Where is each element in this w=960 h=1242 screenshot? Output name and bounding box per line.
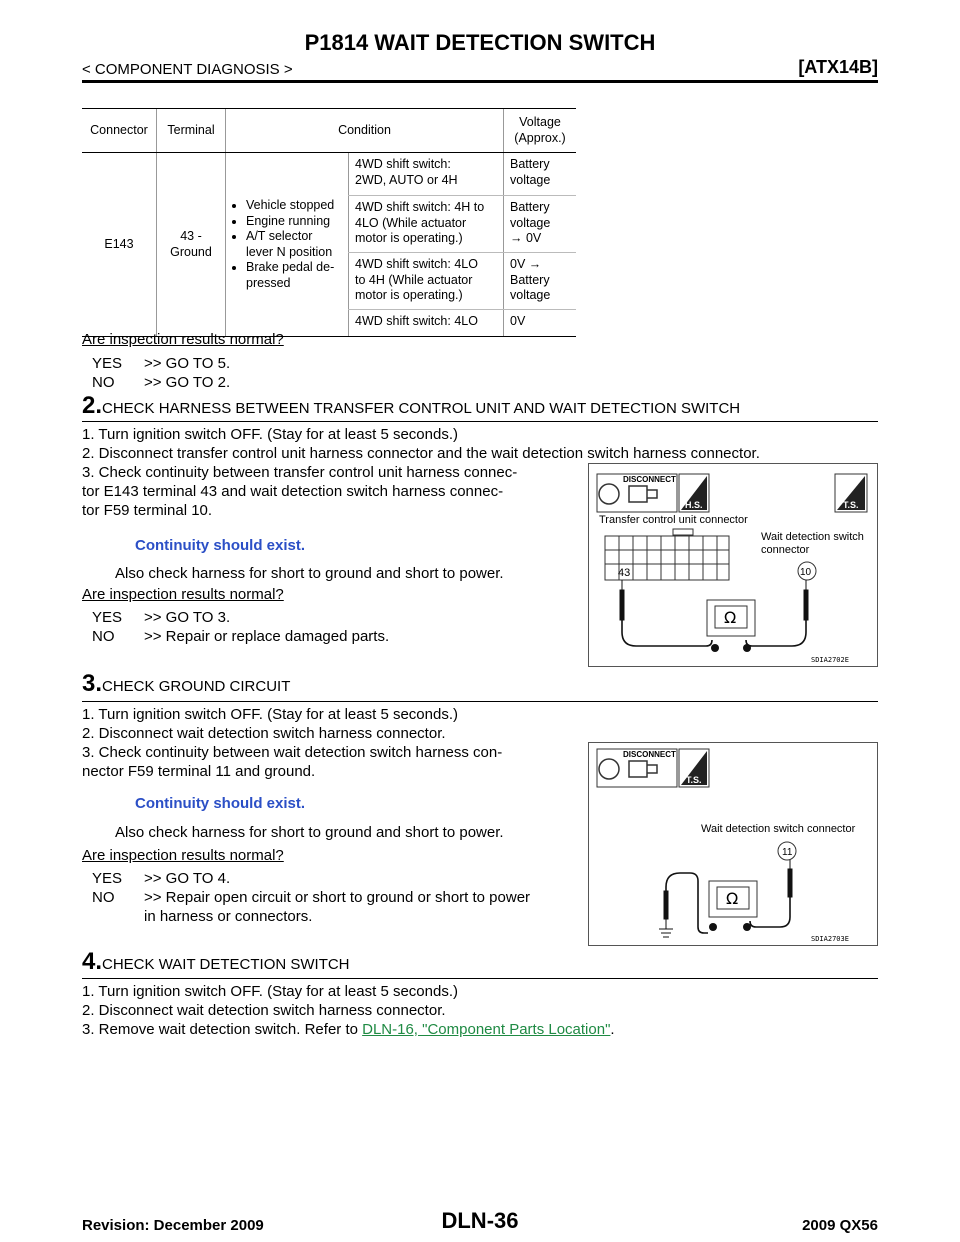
ts-text: T.S. (686, 775, 702, 785)
sub-condition: 4WD shift switch: 2WD, AUTO or 4H (349, 153, 504, 196)
sub-condition: 4WD shift switch: 4LO to 4H (While actuator motor is operating.) (349, 253, 504, 310)
model-tag: [ATX14B] (798, 57, 878, 77)
step4-list (82, 982, 878, 1039)
yes-text: >> GO TO 4. (144, 870, 231, 887)
yes-label: YES (92, 355, 123, 372)
condition-item: • Vehicle stopped (246, 198, 342, 214)
list-item: 1. Turn ignition switch OFF. (Stay for at least 5 seconds.) (82, 426, 458, 443)
voltage-value: Battery voltage → 0V (504, 196, 577, 253)
step-title: CHECK WAIT DETECTION SWITCH (102, 956, 350, 973)
list-item (82, 1020, 878, 1039)
list-item: 3. Check continuity between transfer control unit harness connec- tor E143 terminal 43 and wait detection switch harness connec- tor F59 terminal 10. (82, 464, 518, 519)
also-text: Also check harness for short to ground and short to power. (115, 824, 504, 841)
step4-heading (82, 948, 350, 976)
sub-condition: 4WD shift switch: 4H to 4LO (While actuator motor is operating.) (349, 196, 504, 253)
cell-terminal: 43 - Ground (157, 153, 226, 337)
spec-text: Continuity should exist. (135, 537, 306, 554)
ts-text: T.S. (843, 500, 859, 510)
list-item: 1. Turn ignition switch OFF. (Stay for at least 5 seconds.) (82, 983, 458, 1000)
step2-list (82, 425, 878, 463)
condition-item: • A/T selector lever N position (246, 229, 342, 260)
voltage-value: 0V → Battery voltage (504, 253, 577, 310)
harness-diagram-1 (589, 464, 877, 666)
step3-question: Are inspection results normal? (82, 847, 284, 864)
yes-text: >> GO TO 5. (144, 355, 231, 372)
list-item: 1. Turn ignition switch OFF. (Stay for at least 5 seconds.) (82, 706, 458, 723)
yes-label: YES (92, 609, 123, 626)
step-number: 4. (82, 948, 103, 975)
disconnect-text: DISCONNECT (623, 475, 676, 484)
no-label: NO (92, 374, 115, 391)
spec-text: Continuity should exist. (135, 795, 306, 812)
step3-rule (82, 701, 878, 702)
wait-connector-label: Wait detection switch connector (761, 531, 864, 556)
wait-connector-label: Wait detection switch connector (701, 823, 856, 835)
step2-answers (92, 608, 389, 646)
item3-suffix: . (610, 1021, 615, 1038)
list-item: 2. Disconnect wait detection switch harness connector. (82, 1002, 446, 1019)
cell-connector: E143 (82, 153, 157, 337)
page-number: DLN-36 (441, 1208, 519, 1233)
harness-figure-2 (588, 742, 878, 946)
disconnect-text: DISCONNECT (623, 750, 676, 759)
yes-label: YES (92, 870, 123, 887)
no-text: >> Repair or replace damaged parts. (144, 628, 390, 645)
col-terminal: Terminal (157, 109, 226, 153)
condition-item: • Engine running (246, 214, 342, 230)
pin-11: 11 (782, 847, 793, 858)
step1-question: Are inspection results normal? (82, 331, 284, 348)
header-rule (82, 80, 878, 83)
figure-code: SDIA2703E (811, 935, 849, 943)
ohm-symbol: Ω (724, 608, 737, 627)
no-label: NO (92, 628, 115, 645)
component-parts-location-link[interactable]: DLN-16, "Component Parts Location" (362, 1021, 611, 1038)
step3-list (82, 705, 578, 781)
voltage-table (82, 108, 576, 337)
pin-43: 43 (618, 567, 631, 579)
step-title: CHECK HARNESS BETWEEN TRANSFER CONTROL UNIT AND WAIT DETECTION SWITCH (102, 400, 741, 417)
table-header-row (82, 109, 576, 153)
col-voltage: Voltage (Approx.) (504, 109, 577, 153)
harness-figure-1 (588, 463, 878, 667)
condition-item: • Brake pedal de-pressed (246, 260, 342, 291)
voltage-value: Battery voltage (504, 153, 577, 196)
step-number: 2. (82, 392, 103, 419)
pin-10: 10 (800, 567, 812, 578)
list-item: 2. Disconnect transfer control unit harness connector and the wait detection switch harness connector. (82, 445, 760, 462)
cell-conditions (226, 153, 349, 337)
step-number: 3. (82, 670, 103, 697)
step3-answers (92, 869, 582, 926)
page-title: P1814 WAIT DETECTION SWITCH (304, 30, 656, 55)
breadcrumb: < COMPONENT DIAGNOSIS > (82, 61, 293, 78)
step-title: CHECK GROUND CIRCUIT (102, 678, 291, 695)
figure-code: SDIA2702E (811, 656, 849, 664)
model-year: 2009 QX56 (802, 1217, 878, 1234)
hs-text: H.S. (685, 500, 703, 510)
step1-answers (92, 354, 230, 392)
col-connector: Connector (82, 109, 157, 153)
revision-date: Revision: December 2009 (82, 1217, 264, 1234)
col-condition: Condition (226, 109, 504, 153)
voltage-value: 0V (504, 310, 577, 337)
step2-question: Are inspection results normal? (82, 586, 284, 603)
also-text: Also check harness for short to ground and short to power. (115, 565, 504, 582)
no-label: NO (92, 889, 115, 906)
harness-diagram-2 (589, 743, 877, 945)
step2-heading (82, 392, 740, 420)
tcu-connector-label: Transfer control unit connector (599, 514, 748, 526)
ohm-symbol: Ω (726, 889, 739, 908)
no-text: >> GO TO 2. (144, 374, 231, 391)
no-text: >> Repair open circuit or short to ground or short to power in harness or connectors. (144, 889, 531, 925)
sub-condition: 4WD shift switch: 4LO (349, 310, 504, 337)
list-item: 3. Check continuity between wait detection switch harness con- nector F59 terminal 11 and ground. (82, 744, 503, 780)
step4-rule (82, 978, 878, 979)
step2-rule (82, 421, 878, 422)
step3-heading (82, 670, 290, 698)
item3-prefix: 3. Remove wait detection switch. Refer to (82, 1021, 363, 1038)
list-item: 2. Disconnect wait detection switch harness connector. (82, 725, 446, 742)
yes-text: >> GO TO 3. (144, 609, 231, 626)
